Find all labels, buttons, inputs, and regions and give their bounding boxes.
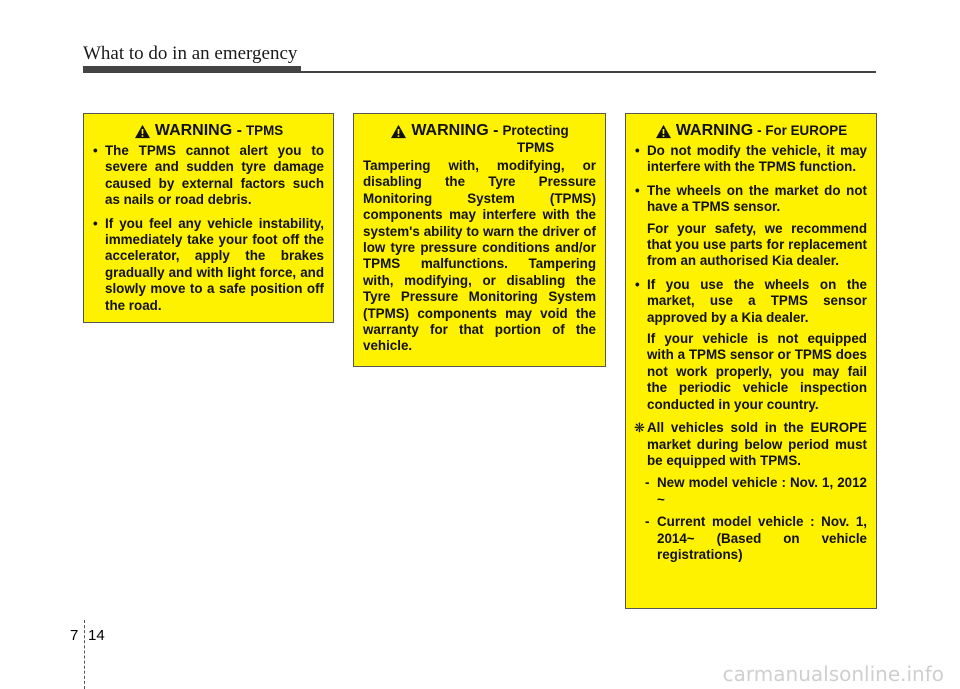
warning-heading [635,122,867,140]
warning-heading [93,122,324,140]
list-item: • The TPMS cannot alert you to severe and sudden tyre damage caused by external factors such as nails or road debris. [93,143,324,209]
warning-box-protecting-tpms [353,113,606,367]
warning-word: WARNING - [154,122,242,139]
dash-item [635,514,867,563]
warning-box-tpms [83,113,334,323]
list-item: • If you feel any vehicle instability, immediately take your foot off the accelerator, apply the brakes gradually and with light force, and slowly move to a safe position off the road. [93,216,324,314]
warning-body: Tampering with, modifying, or disabling the Tyre Pressure Monitoring System (TPMS) components may interfere with the system's ability to warn the driver of low tyre pressure conditions and/or TPMS malfunctions. Tampering with, modifying, or disabling the Tyre Pressure Monitoring System (TPMS) components may void the warranty for that portion of the vehicle. [363,158,596,354]
list-item-text: Do not modify the vehicle, it may interfere with the TPMS function. [647,143,867,175]
warning-word: WARNING - [411,122,499,139]
warning-subtitle-line1: Protecting [502,123,569,138]
note-asterisk-icon: ❋ [634,420,645,436]
note-text: All vehicles sold in the EUROPE market during below period must be equipped with TPMS. [647,420,867,468]
warning-triangle-icon [390,124,407,139]
europe-note [635,420,867,469]
list-item [635,143,867,176]
watermark: carmanualsonline.info [722,662,944,686]
warning-subtitle [502,122,568,155]
list-item [635,183,867,270]
warning-subtitle: TPMS [245,123,284,138]
list-item-text: The wheels on the market do not have a TPMS sensor. [647,182,867,215]
warning-word: WARNING [675,122,754,139]
warning-triangle-icon [655,124,672,139]
page-number [70,627,105,644]
warning-heading [363,122,596,155]
list-item-text: If you use the wheels on the market, use a TPMS sensor approved by a Kia dealer. [647,276,867,325]
warning-box-europe [625,113,877,609]
warning-subtitle: - For EUROPE [757,123,848,138]
dash-item [635,475,867,508]
list-item [635,277,867,413]
page-number-value: 14 [88,627,105,644]
section-title: What to do in an emergency [83,43,298,64]
list-item-detail: For your safety, we recommend that you use parts for replacement from an authorised Kia dealer. [647,220,867,269]
warning-list [635,143,867,413]
dash-item-text: Current model vehicle : Nov. 1, 2014~ (Based on vehicle registrations) [657,514,867,562]
warning-list [93,143,324,314]
warning-triangle-icon [134,124,151,139]
dash-mark: - [645,475,650,491]
list-item-detail: If your vehicle is not equipped with a TPMS sensor or TPMS does not work properly, you may fail the periodic vehicle inspection conducted in your country. [647,331,867,412]
dash-mark: - [645,514,650,530]
chapter-number: 7 [70,627,79,644]
warning-subtitle-line2: TPMS [516,140,555,155]
header-rule [83,71,876,73]
dash-item-text: New model vehicle : Nov. 1, 2012 ~ [657,475,867,507]
